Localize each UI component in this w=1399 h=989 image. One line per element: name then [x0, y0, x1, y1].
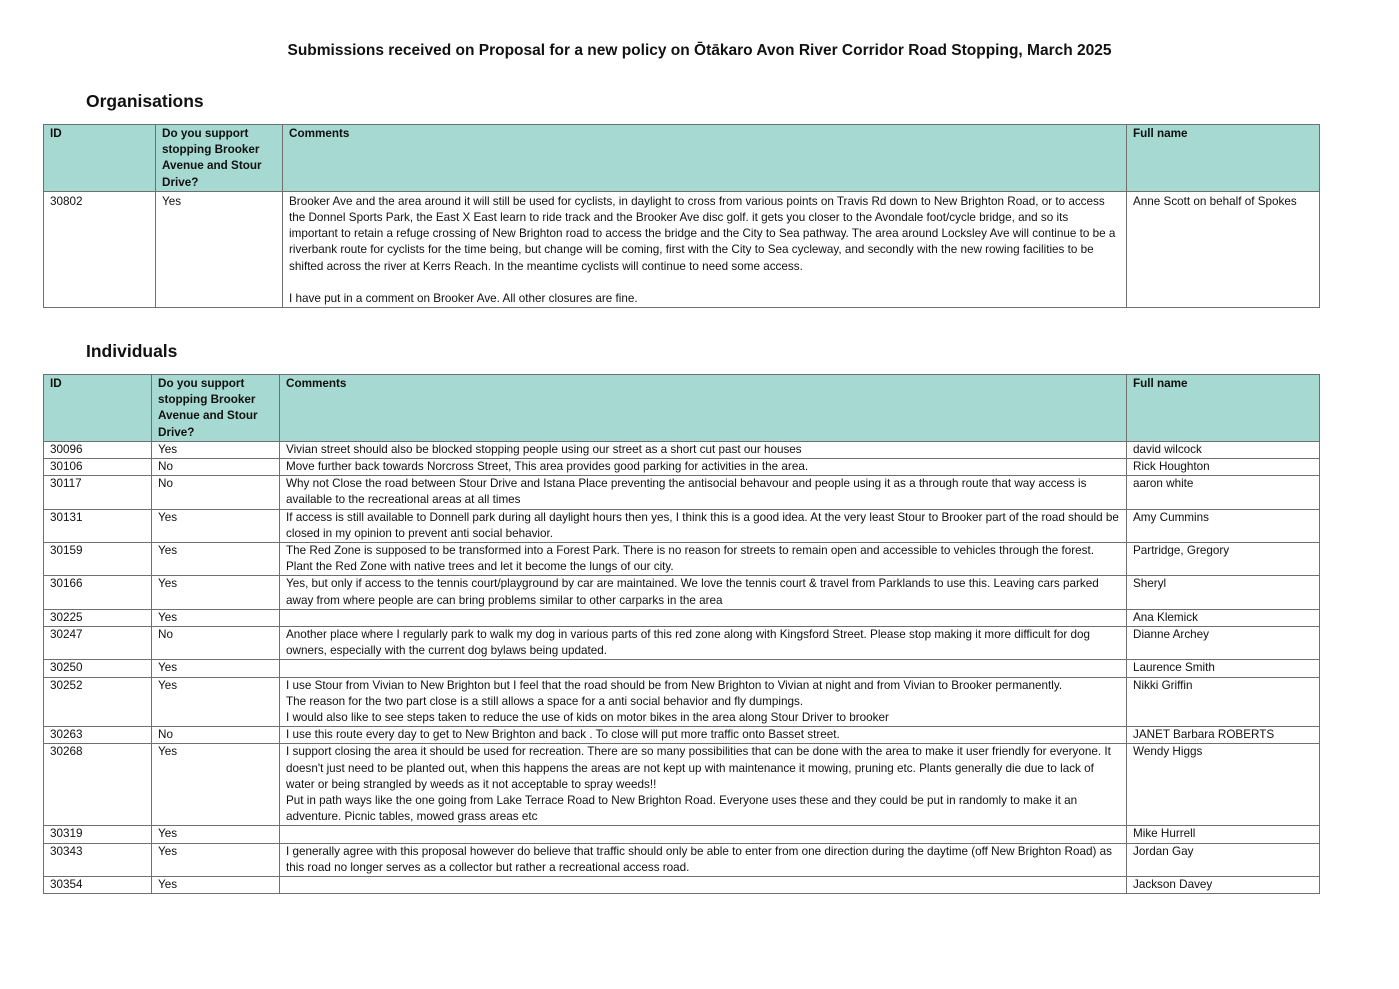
cell-full-name: Mike Hurrell: [1127, 826, 1320, 843]
cell-id: 30166: [44, 576, 152, 609]
cell-comments: [280, 660, 1127, 677]
cell-comments: [280, 826, 1127, 843]
cell-id: 30263: [44, 727, 152, 744]
table-row: [44, 459, 1320, 476]
table-row: [44, 877, 1320, 894]
cell-comments: Brooker Ave and the area around it will still be used for cyclists, in daylight to cross from various points on Travis Rd down to New Brighton Road, or to access the Donnel Sports Park, the East X East learn to ride track and the Brooker Ave disc golf. it gets you closer to the Avondale foot/cycle bridge, and so its important to retain a refuge crossing of New Brighton road to access the bridge and the City to Sea pathway. The area around Locksley Ave will continue to be a riverbank route for cyclists for the time being, but change will be coming, first with the City to Sea cycleway, and secondly with the new rowing facilities to be shifted across the river at Kerrs Reach. In the meantime cyclists will continue to need some access. I have put in a comment on Brooker Ave. All other closures are fine.: [283, 191, 1127, 307]
column-header-full-name: Full name: [1127, 375, 1320, 442]
cell-id: 30802: [44, 191, 156, 307]
cell-support: Yes: [152, 826, 280, 843]
cell-support: Yes: [156, 191, 283, 307]
cell-support: No: [152, 727, 280, 744]
cell-full-name: Jordan Gay: [1127, 843, 1320, 876]
table-row: [44, 677, 1320, 727]
cell-support: Yes: [152, 843, 280, 876]
cell-comments: Move further back towards Norcross Street, This area provides good parking for activities in the area.: [280, 459, 1127, 476]
cell-full-name: JANET Barbara ROBERTS: [1127, 727, 1320, 744]
column-header-comments: Comments: [283, 125, 1127, 192]
cell-id: 30319: [44, 826, 152, 843]
cell-full-name: Anne Scott on behalf of Spokes: [1127, 191, 1320, 307]
cell-id: 30117: [44, 476, 152, 509]
column-header-id: ID: [44, 375, 152, 442]
cell-id: 30096: [44, 441, 152, 458]
cell-comments: Why not Close the road between Stour Drive and Istana Place preventing the antisocial behavour and people using it as a through route that way access is available to the recreational areas at all times: [280, 476, 1127, 509]
cell-support: Yes: [152, 543, 280, 576]
cell-comments: [280, 609, 1127, 626]
cell-id: 30268: [44, 744, 152, 826]
cell-support: No: [152, 459, 280, 476]
cell-comments: The Red Zone is supposed to be transformed into a Forest Park. There is no reason for streets to remain open and accessible to vehicles through the forest. Plant the Red Zone with native trees and let it become the lungs of our city.: [280, 543, 1127, 576]
cell-comments: If access is still available to Donnell park during all daylight hours then yes, I think this is a good idea. At the very least Stour to Brooker part of the road should be closed in my opinion to prevent anti social behavior.: [280, 509, 1127, 542]
table-row: [44, 191, 1320, 307]
cell-comments: I use Stour from Vivian to New Brighton but I feel that the road should be from New Brighton to Vivian at night and from Vivian to Brooker permanently. The reason for the two part close is a still allows a space for a anti social behavior and fly dumpings. I would also like to see steps taken to reduce the use of kids on motor bikes in the area along Stour Driver to brooker: [280, 677, 1127, 727]
table-row: [44, 576, 1320, 609]
cell-full-name: Rick Houghton: [1127, 459, 1320, 476]
cell-id: 30159: [44, 543, 152, 576]
cell-full-name: Wendy Higgs: [1127, 744, 1320, 826]
cell-support: No: [152, 627, 280, 660]
document-title: Submissions received on Proposal for a new policy on Ōtākaro Avon River Corridor Road Stopping, March 2025: [287, 42, 1112, 59]
cell-comments: Yes, but only if access to the tennis court/playground by car are maintained. We love the tennis court & travel from Parklands to use this. Leaving cars parked away from where people are can bring problems similar to other carparks in the area: [280, 576, 1127, 609]
cell-support: Yes: [152, 660, 280, 677]
table-row: [44, 441, 1320, 458]
cell-full-name: Dianne Archey: [1127, 627, 1320, 660]
cell-full-name: Sheryl: [1127, 576, 1320, 609]
cell-id: 30131: [44, 509, 152, 542]
table-row: [44, 476, 1320, 509]
table-row: [44, 826, 1320, 843]
organisations-table: [43, 124, 1320, 308]
cell-id: 30106: [44, 459, 152, 476]
cell-id: 30354: [44, 877, 152, 894]
individuals-table: [43, 374, 1320, 894]
cell-id: 30247: [44, 627, 152, 660]
cell-comments: I generally agree with this proposal however do believe that traffic should only be able to enter from one direction during the daytime (off New Brighton Road) as this road no longer serves as a collector but rather a recreational access road.: [280, 843, 1127, 876]
cell-support: Yes: [152, 609, 280, 626]
cell-comments: Vivian street should also be blocked stopping people using our street as a short cut past our houses: [280, 441, 1127, 458]
cell-comments: Another place where I regularly park to walk my dog in various parts of this red zone along with Kingsford Street. Please stop making it more difficult for dog owners, especially with the current dog bylaws being updated.: [280, 627, 1127, 660]
cell-full-name: david wilcock: [1127, 441, 1320, 458]
cell-id: 30225: [44, 609, 152, 626]
individuals-heading: Individuals: [86, 341, 178, 361]
cell-comments: [280, 877, 1127, 894]
table-row: [44, 627, 1320, 660]
column-header-support: Do you support stopping Brooker Avenue and Stour Drive?: [156, 125, 283, 192]
table-row: [44, 727, 1320, 744]
cell-full-name: Partridge, Gregory: [1127, 543, 1320, 576]
cell-support: No: [152, 476, 280, 509]
cell-id: 30250: [44, 660, 152, 677]
cell-comments: I support closing the area it should be used for recreation. There are so many possibilities that can be done with the area to make it user friendly for everyone. It doesn't just need to be planted out, when this happens the areas are not kept up with maintenance it mowing, pruning etc. Plants generally die due to lack of water or being strangled by weeds as it not acceptable to spray weeds!! Put in path ways like the one going from Lake Terrace Road to New Brighton Road. Everyone uses these and they could be put in randomly to make it an adventure. Picnic tables, mowed grass areas etc: [280, 744, 1127, 826]
table-header-row: [44, 125, 1320, 192]
cell-full-name: Laurence Smith: [1127, 660, 1320, 677]
table-row: [44, 609, 1320, 626]
cell-full-name: Ana Klemick: [1127, 609, 1320, 626]
table-header-row: [44, 375, 1320, 442]
table-row: [44, 843, 1320, 876]
cell-full-name: Jackson Davey: [1127, 877, 1320, 894]
cell-support: Yes: [152, 576, 280, 609]
table-row: [44, 744, 1320, 826]
column-header-support: Do you support stopping Brooker Avenue and Stour Drive?: [152, 375, 280, 442]
cell-support: Yes: [152, 509, 280, 542]
cell-full-name: aaron white: [1127, 476, 1320, 509]
table-row: [44, 660, 1320, 677]
column-header-comments: Comments: [280, 375, 1127, 442]
cell-full-name: Nikki Griffin: [1127, 677, 1320, 727]
column-header-full-name: Full name: [1127, 125, 1320, 192]
cell-support: Yes: [152, 744, 280, 826]
table-row: [44, 543, 1320, 576]
column-header-id: ID: [44, 125, 156, 192]
cell-support: Yes: [152, 877, 280, 894]
cell-full-name: Amy Cummins: [1127, 509, 1320, 542]
cell-support: Yes: [152, 677, 280, 727]
organisations-heading: Organisations: [86, 91, 204, 111]
table-row: [44, 509, 1320, 542]
cell-comments: I use this route every day to get to New Brighton and back . To close will put more traffic onto Basset street.: [280, 727, 1127, 744]
cell-support: Yes: [152, 441, 280, 458]
cell-id: 30343: [44, 843, 152, 876]
cell-id: 30252: [44, 677, 152, 727]
